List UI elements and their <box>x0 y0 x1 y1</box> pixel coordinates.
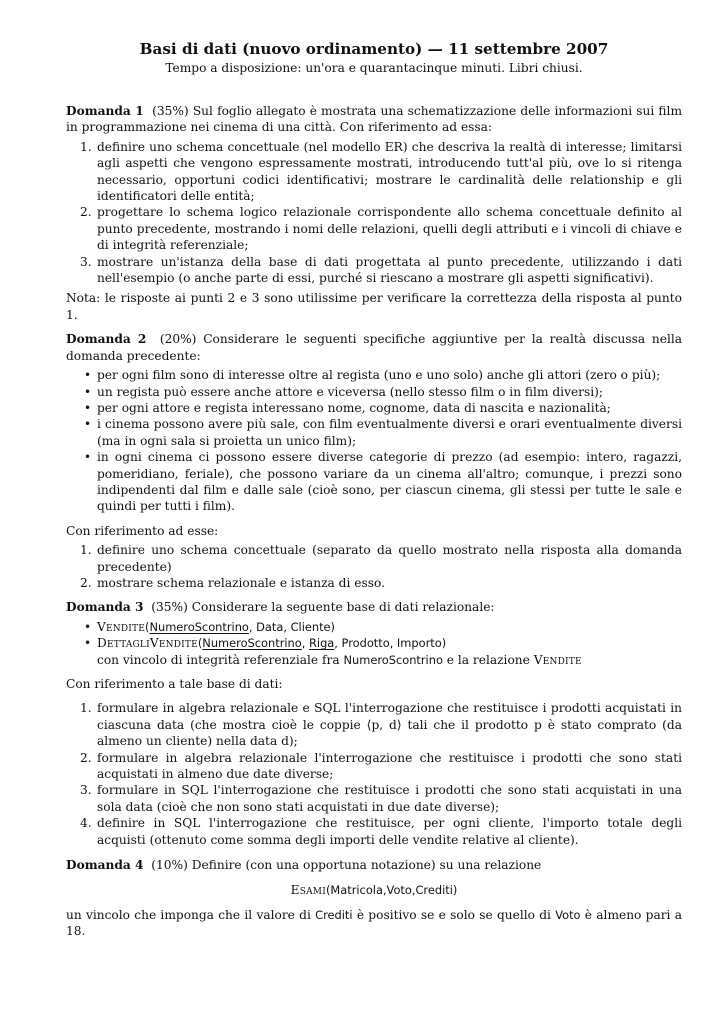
list-item: 3. formulare in SQL l'interrogazione che restituisce i prodotti che sono stati acquistati in una sola data (cioè che non sono stati acquistati in due date diverse); <box>80 783 682 814</box>
question-1-intro <box>66 103 682 136</box>
question-2-label: Domanda 2 <box>66 332 147 347</box>
list-item: • in ogni cinema ci possono essere diverse categorie di prezzo (ad esempio: intero, ragazzi, pomeridiano, feriale), che possono variare da un cinema all'altro; comunque, i prezzi sono indipendenti dal film e dalle sale (cioè sono, per ciascun cinema, gli stessi per tutte le sale e quindi per tutti i film). <box>84 450 682 514</box>
list-item: 2. mostrare schema relazionale e istanza di esso. <box>80 575 385 590</box>
question-3-weight: (35%) <box>151 600 188 615</box>
question-2-after: Con riferimento ad esse: <box>66 523 219 538</box>
question-3-text: Considerare la seguente base di dati relazionale: <box>191 600 495 615</box>
question-1-items <box>66 139 682 287</box>
question-3-items <box>66 700 682 848</box>
list-item: • per ogni film sono di interesse oltre al regista (uno e uno solo) anche gli attori (zero o più); <box>84 368 661 383</box>
question-1-text: Sul foglio allegato è mostrata una schematizzazione delle informazioni sui film in programmazione nei cinema di una città. Con riferimento ad essa: <box>66 104 683 135</box>
list-item: 1. definire uno schema concettuale (separato da quello mostrato nella risposta alla domanda precedente) <box>80 543 682 574</box>
question-2-items <box>66 542 682 591</box>
question-3-intro <box>66 599 682 615</box>
list-item: 2. progettare lo schema logico relazionale corrispondente allo schema concettuale definito al punto precedente, mostrando i nomi delle relazioni, quelli degli attributi e i vincoli di chiave e di integrità referenziale; <box>80 205 682 253</box>
question-3-label: Domanda 3 <box>66 600 144 615</box>
question-4-text: Definire (con una opportuna notazione) su una relazione <box>191 858 542 873</box>
question-4-intro <box>66 857 682 873</box>
list-item: • un regista può essere anche attore e viceversa (nello stesso film o in film diversi); <box>84 384 604 399</box>
relations-list <box>66 619 682 668</box>
list-item: • per ogni attore e regista interessano nome, cognome, data di nascita e nazionalità; <box>84 400 611 415</box>
question-4 <box>66 857 682 940</box>
question-4-weight: (10%) <box>151 858 188 873</box>
referential-constraint: con vincolo di integrità referenziale fra NumeroScontrino e la relazione Vendite <box>97 652 582 667</box>
relation-esami: Esami(Matricola,Voto,Crediti) <box>290 883 458 898</box>
question-4-label: Domanda 4 <box>66 858 144 873</box>
question-2-intro <box>66 331 682 364</box>
question-3-after: Con riferimento a tale base di dati: <box>66 677 283 691</box>
question-4-constraint: un vincolo che imponga che il valore di Crediti è positivo se e solo se quello di Voto è almeno pari a 18. <box>66 907 682 939</box>
question-1-label: Domanda 1 <box>66 104 144 118</box>
list-item: 4. definire in SQL l'interrogazione che restituisce, per ogni cliente, l'importo totale degli acquisti (ottenuto come somma degli importi delle vendite relative al cliente). <box>80 816 682 847</box>
relation-dettaglivendite: • DettagliVendite(NumeroScontrino, Riga, Prodotto, Importo) <box>84 636 447 651</box>
list-item: 3. mostrare un'istanza della base di dati progettata al punto precedente, utilizzando i dati nell'esempio (o anche parte di essi, purché si riescano a mostrare gli aspetti significativi). <box>80 254 682 286</box>
question-1-weight: (35%) <box>152 104 189 118</box>
list-item: 1. definire uno schema concettuale (nel modello ER) che descriva la realtà di interesse; limitarsi agli aspetti che vengono espressamente mostrati, introducendo tutt'al più, ove lo si ritenga necessario, opportuni codici identificativi; mostrare le cardinalità delle relationship e gli identificatori delle entità; <box>80 139 682 204</box>
question-2-text: Considerare le seguenti specifiche aggiuntive per la realtà discussa nella domanda precedente: <box>66 332 683 363</box>
exam-page <box>66 40 682 940</box>
question-2 <box>66 331 682 591</box>
page-subtitle: Tempo a disposizione: un'ora e quarantacinque minuti. Libri chiusi. <box>165 61 583 75</box>
list-item: 1. formulare in algebra relazionale e SQL l'interrogazione che restituisce i prodotti acquistati in ciascuna data (che mostra cioè le coppie ⟨p, d⟩ tali che il prodotto p è stato comprato (da almeno un cliente) nella data d); <box>80 701 682 749</box>
list-item: • i cinema possono avere più sale, con film eventualmente diversi e orari eventualmente diversi (ma in ogni sala si proietta un unico film); <box>84 417 682 448</box>
relation-vendite: • Vendite(NumeroScontrino, Data, Cliente) <box>84 619 335 634</box>
question-1 <box>66 103 682 323</box>
question-3 <box>66 599 682 848</box>
question-2-weight: (20%) <box>159 332 197 347</box>
list-item: 2. formulare in algebra relazionale l'interrogazione che restituisce i prodotti che sono stati acquistati in almeno due date diverse; <box>80 750 682 782</box>
question-2-bullets <box>66 367 682 515</box>
question-1-note: Nota: le risposte ai punti 2 e 3 sono utilissime per verificare la correttezza della risposta al punto 1. <box>66 291 682 322</box>
page-title: Basi di dati (nuovo ordinamento) — 11 settembre 2007 <box>139 40 609 58</box>
